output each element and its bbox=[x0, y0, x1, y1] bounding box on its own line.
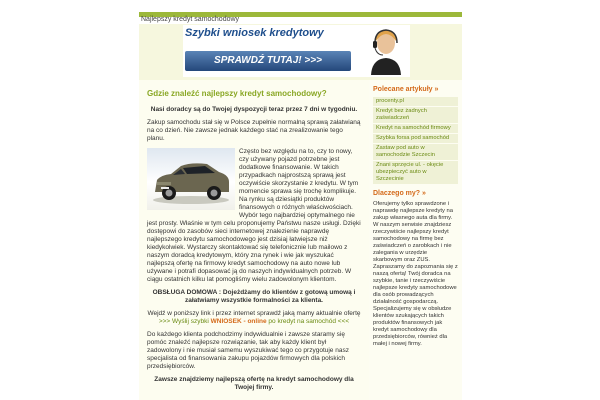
sidebar-link[interactable]: Kredyt na samochód firmowy bbox=[373, 124, 458, 134]
why-us-text: Oferujemy tylko sprawdzone i naprawdę najlepsze kredyty na zakup własnego auta dla firmy. W naszym serwisie znajdziesz rzeczywiście najlepszy kredyt samochodowy na firmę bez zaświadczeń o zarobkach i nie zalegania w urzędzie skarbowym oraz ZUS. Zapraszamy do zapoznania się z naszą ofertą! Twój doradca na szybkie, tanie i rzeczywiście najlepsze kredyty samochodowe dla osób prowadzących działalność gospodarczą. Specjalizujemy się w obsłudze klientów szukających takich produktów finansowych jak kredyt samochodowy dla przedsiębiorców, również dla małej i nowej firmy. bbox=[373, 201, 458, 347]
sidebar-link[interactable]: Szybka forsa pod samochód bbox=[373, 134, 458, 144]
sidebar-link[interactable]: Kredyt bez żadnych zaświadczeń bbox=[373, 107, 458, 124]
cta-link-end[interactable]: po kredyt na samochód <<< bbox=[268, 318, 350, 325]
cta-text bbox=[147, 310, 361, 326]
paragraph-4: Do każdego klienta podchodzimy indywidualnie i zawsze staramy się pomóc znaleźć najlepsze rozwiązanie, tak aby każdy klient był zadowolony i nie musiał samemu wyszukiwać tego co przygotuje nasz specjalista od finansowania zakupu pojazdów firmowych dla polskich przedsiębiorców. bbox=[147, 331, 349, 370]
online-application-link[interactable]: WNIOSEK - online bbox=[210, 318, 267, 325]
site-title[interactable]: Najlepszy kredyt samochodowy bbox=[141, 16, 240, 23]
loan-banner[interactable] bbox=[183, 25, 410, 77]
sidebar bbox=[369, 80, 462, 400]
main-content bbox=[139, 80, 369, 400]
check-now-button[interactable]: SPRAWDŹ TUTAJ! >>> bbox=[185, 51, 351, 71]
recommended-articles-title: Polecane artykuły » bbox=[373, 86, 439, 93]
sidebar-link[interactable]: procenty.pl bbox=[373, 97, 458, 107]
car-photo bbox=[147, 148, 235, 210]
why-us-title: Dlaczego my? » bbox=[373, 190, 426, 197]
page-title: Gdzie znaleźć najlepszy kredyt samochodowy? bbox=[147, 89, 327, 98]
home-service-text: OBSŁUGA DOMOWA : Dojeżdżamy do klientów z gotową umową i załatwiamy wszystkie formalności za klienta. bbox=[152, 289, 356, 304]
consultant-photo bbox=[368, 27, 404, 75]
cta-link-start[interactable]: >>> Wyślij szybki bbox=[158, 318, 209, 325]
paragraph-1: Zakup samochodu stał się w Polsce zupełnie normalną sprawą załatwianą na co dzień. Nie zawsze jednak każdego stać na zrealizowanie tego planu. bbox=[147, 119, 361, 142]
intro-text: Nasi doradcy są do Twojej dyspozycji teraz przez 7 dni w tygodniu. bbox=[150, 106, 358, 113]
banner-title: Szybki wniosek kredytowy bbox=[185, 27, 324, 39]
closing-text: Zawsze znajdziemy najlepszą ofertę na kredyt samochodowy dla Twojej firmy. bbox=[154, 376, 354, 391]
sidebar-link[interactable]: Zastaw pod auto w samochodzie Szczecin bbox=[373, 144, 458, 161]
sidebar-link[interactable]: Znani sprzęcie ul. - okęcie ubezpieczyć auto w Szczecinie bbox=[373, 161, 458, 185]
cta-prefix: Wejdź w poniższy link i przez internet sprawdź jaką mamy aktualnie ofertę bbox=[147, 310, 361, 317]
paragraph-2: Często bez względu na to, czy to nowy, czy używany pojazd potrzebne jest dodatkowe finansowanie. W takich przypadkach najprostszą sprawą jest oczywiście skorzystanie z kredytu. W tym momencie sprawa się trochę komplikuje. Na rynku są dziesiątki produktów finansowych o różnych właściwościach. Wybór tego najbardziej optymalnego nie jest prosty. Właśnie w tym celu proponujemy Państwu nasze usługi. Dzięki dostępowi do zasobów sieci internetowej znalezienie naprawdę najlepszego kredytu samochodowego jest dzisiaj łatwiejsze niż kiedykolwiek. Wystarczy skontaktować się telefonicznie lub mailowo z naszym doradcą kredytowym, który zna rynek i wie jak wyszukać najlepszą ofertę na firmowy kredyt samochodowy na auto nowe lub używane i potrafi dopasować ją do naszych indywidualnych potrzeb. W ciągu ostatnich kilku lat pomogliśmy wielu zadowolonym klientom. bbox=[147, 148, 361, 283]
